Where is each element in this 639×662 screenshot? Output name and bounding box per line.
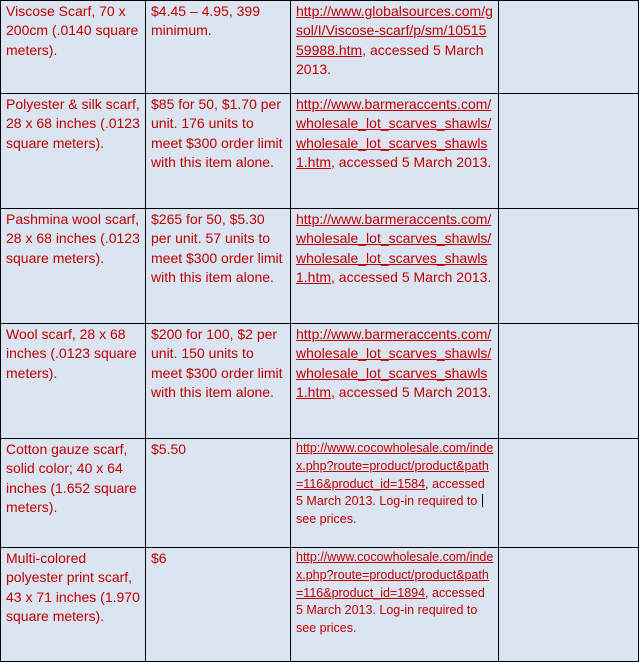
item-description-cell: Viscose Scarf, 70 x 200cm (.0140 square meters). — [1, 1, 146, 94]
price-cell: $200 for 100, $2 per unit. 150 units to meet $300 order limit with this item alone. — [146, 324, 291, 439]
source-note: , accessed 5 March 2013. Log-in required to — [296, 476, 485, 509]
price-cell: $85 for 50, $1.70 per unit. 176 units to meet $300 order limit with this item alone. — [146, 94, 291, 209]
source-cell — [291, 94, 499, 209]
source-note: , accessed 5 March 2013. — [331, 154, 492, 171]
source-cell — [291, 209, 499, 324]
source-note: , accessed 5 March 2013. — [331, 384, 492, 401]
source-cell — [291, 548, 499, 662]
empty-cell — [499, 439, 639, 548]
item-description-cell: Pashmina wool scarf, 28 x 68 inches (.0123 square meters). — [1, 209, 146, 324]
item-description-cell: Cotton gauze scarf, solid color; 40 x 64 inches (1.652 square meters). — [1, 439, 146, 548]
price-cell: $4.45 – 4.95, 399 minimum. — [146, 1, 291, 94]
empty-cell — [499, 94, 639, 209]
item-description-cell: Multi-colored polyester print scarf, 43 x 71 inches (1.970 square meters). — [1, 548, 146, 662]
source-cell — [291, 439, 499, 548]
empty-cell — [499, 324, 639, 439]
source-cell — [291, 324, 499, 439]
source-note-end: see prices. — [296, 512, 357, 527]
source-link[interactable]: http://www.barmeraccents.com/wholesale_lot_scarves_shawls/wholesale_lot_scarves_shawls1.htm — [296, 96, 492, 171]
table-row — [1, 1, 639, 94]
source-link[interactable]: http://www.globalsources.com/gsol/I/Viscose-scarf/p/sm/1051559988.htm — [296, 3, 493, 58]
source-note: , accessed 5 March 2013. — [331, 269, 492, 286]
empty-cell — [499, 209, 639, 324]
source-note: , accessed 5 March 2013. Log-in required to see prices. — [296, 585, 485, 636]
table-row — [1, 94, 639, 209]
price-cell: $265 for 50, $5.30 per unit. 57 units to meet $300 order limit with this item alone. — [146, 209, 291, 324]
text-cursor — [482, 494, 483, 507]
source-link[interactable]: http://www.cocowholesale.com/index.php?route=product/product&path=116&product_id=1584 — [296, 441, 494, 491]
source-link[interactable]: http://www.barmeraccents.com/wholesale_lot_scarves_shawls/wholesale_lot_scarves_shawls1.htm — [296, 326, 492, 401]
item-description-cell: Polyester & silk scarf, 28 x 68 inches (.0123 square meters). — [1, 94, 146, 209]
price-cell: $6 — [146, 548, 291, 662]
item-description-cell: Wool scarf, 28 x 68 inches (.0123 square meters). — [1, 324, 146, 439]
source-link[interactable]: http://www.barmeraccents.com/wholesale_lot_scarves_shawls/wholesale_lot_scarves_shawls1.htm — [296, 211, 492, 286]
source-link[interactable]: http://www.cocowholesale.com/index.php?route=product/product&path=116&product_id=1894 — [296, 550, 494, 600]
empty-cell — [499, 548, 639, 662]
table-row — [1, 209, 639, 324]
table-row — [1, 548, 639, 662]
price-cell: $5.50 — [146, 439, 291, 548]
table-row — [1, 439, 639, 548]
table-row — [1, 324, 639, 439]
source-cell — [291, 1, 499, 94]
source-note: , accessed 5 March 2013. — [296, 41, 484, 78]
empty-cell — [499, 1, 639, 94]
